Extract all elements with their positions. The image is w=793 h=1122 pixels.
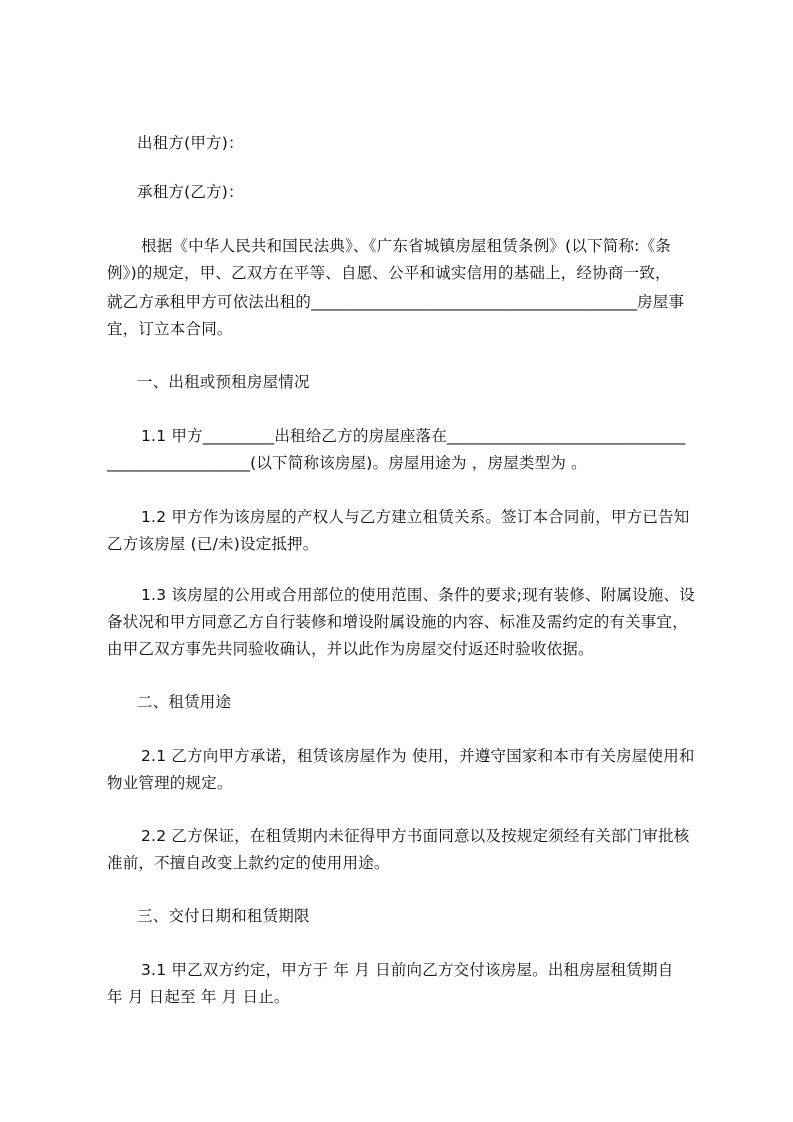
preamble-line-2: 例》)的规定，甲、乙双方在平等、自愿、公平和诚实信用的基础上，经协商一致， bbox=[107, 264, 671, 282]
preamble-line-4: 宜，订立本合同。 bbox=[107, 320, 233, 338]
clause-3-1-line-2: 年 月 日起至 年 月 日止。 bbox=[107, 988, 290, 1006]
clause-2-2-line-1: 2.2 乙方保证，在租赁期内未征得甲方书面同意以及按规定须经有关部门审批核 bbox=[141, 827, 690, 845]
preamble-line-3: 就乙方承租甲方可依法出租的_________________________________________房屋事 bbox=[107, 293, 685, 311]
clause-1-2-line-1: 1.2 甲方作为该房屋的产权人与乙方建立租赁关系。签订本合同前，甲方已告知 bbox=[141, 508, 690, 526]
clause-2-2-line-2: 准前，不擅自改变上款约定的使用用途。 bbox=[107, 854, 390, 872]
clause-1-3-line-3: 由甲乙双方事先共同验收确认，并以此作为房屋交付返还时验收依据。 bbox=[107, 640, 594, 658]
clause-1-3-line-1: 1.3 该房屋的公用或合用部位的使用范围、条件的要求;现有装修、附属设施、设 bbox=[141, 586, 695, 604]
preamble-line-1: 根据《中华人民共和国民法典》、《广东省城镇房屋租赁条例》(以下简称:《条 bbox=[141, 237, 671, 255]
lessee-line: 承租方(乙方)： bbox=[137, 183, 244, 201]
lessor-line: 出租方(甲方)： bbox=[137, 134, 244, 152]
section-3-heading: 三、交付日期和租赁期限 bbox=[137, 907, 310, 925]
clause-1-1-line-2: __________________(以下简称该房屋)。房屋用途为 ，房屋类型为 。 bbox=[107, 454, 587, 472]
clause-2-1-line-2: 物业管理的规定。 bbox=[107, 774, 233, 792]
section-2-heading: 二、租赁用途 bbox=[137, 693, 232, 711]
clause-2-1-line-1: 2.1 乙方向甲方承诺，租赁该房屋作为 使用，并遵守国家和本市有关房屋使用和 bbox=[141, 747, 695, 765]
clause-1-3-line-2: 备状况和甲方同意乙方自行装修和增设附属设施的内容、标准及需约定的有关事宜， bbox=[107, 613, 688, 631]
clause-3-1-line-1: 3.1 甲乙双方约定，甲方于 年 月 日前向乙方交付该房屋。出租房屋租赁期自 bbox=[141, 961, 674, 979]
clause-1-2-line-2: 乙方该房屋 (已/未)设定抵押。 bbox=[107, 535, 319, 553]
clause-1-1-line-1: 1.1 甲方_________出租给乙方的房屋座落在______________________________ bbox=[141, 427, 686, 445]
section-1-heading: 一、出租或预租房屋情况 bbox=[137, 373, 310, 391]
